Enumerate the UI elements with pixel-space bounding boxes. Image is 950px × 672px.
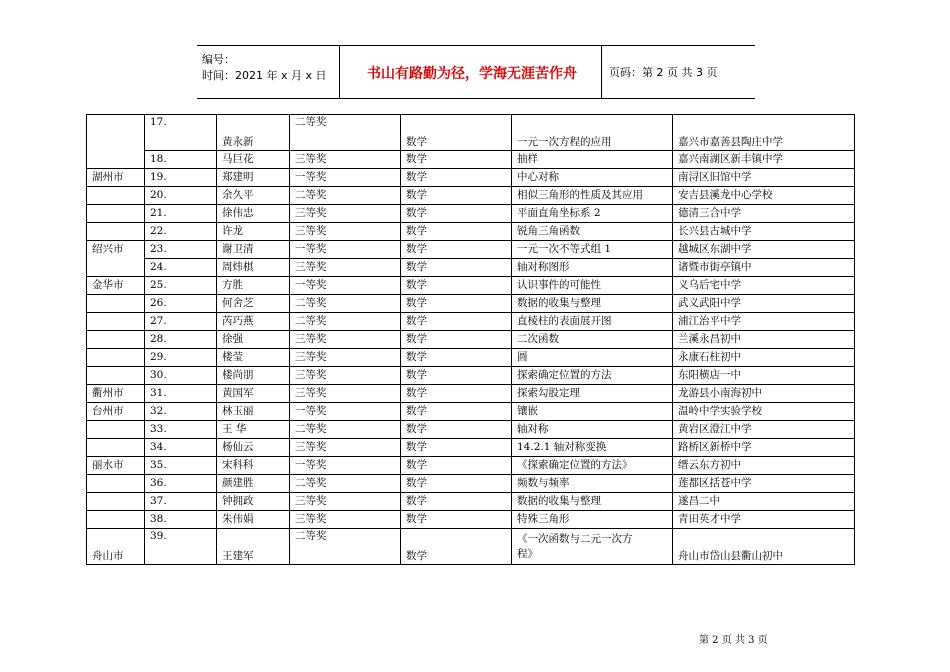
school-cell: 缙云东方初中 (673, 457, 855, 475)
school-cell: 武义武阳中学 (673, 295, 855, 313)
award-cell: 二等奖 (290, 295, 401, 313)
award-cell: 三等奖 (290, 349, 401, 367)
index-cell: 27. (145, 313, 217, 331)
city-cell (87, 331, 145, 349)
index-cell: 33. (145, 421, 217, 439)
award-cell: 三等奖 (290, 385, 401, 403)
topic-cell: 轴对称 (512, 421, 673, 439)
topic-cell: 锐角三角函数 (512, 223, 673, 241)
subject-cell: 数学 (401, 385, 512, 403)
name-cell: 宋科科 (217, 457, 290, 475)
subject-cell: 数学 (401, 151, 512, 169)
school-cell: 德清三合中学 (673, 205, 855, 223)
subject-cell: 数学 (401, 241, 512, 259)
school-cell: 黄岩区澄江中学 (673, 421, 855, 439)
city-cell: 衢州市 (87, 385, 145, 403)
topic-cell: 数据的收集与整理 (512, 295, 673, 313)
school-cell: 兰溪永昌初中 (673, 331, 855, 349)
school-cell: 永康石柱初中 (673, 349, 855, 367)
name-cell: 朱伟娟 (217, 511, 290, 529)
subject-cell: 数学 (401, 313, 512, 331)
school-cell: 浦江治平中学 (673, 313, 855, 331)
document-number-label: 编号： (202, 53, 235, 66)
table-row (87, 277, 855, 295)
table-row (87, 259, 855, 277)
school-cell: 安吉县溪龙中心学校 (673, 187, 855, 205)
index-cell: 24. (145, 259, 217, 277)
topic-cell: 一元一次方程的应用 (512, 115, 673, 151)
award-cell: 二等奖 (290, 187, 401, 205)
subject-cell: 数学 (401, 403, 512, 421)
index-cell: 29. (145, 349, 217, 367)
table-row (87, 475, 855, 493)
index-cell: 22. (145, 223, 217, 241)
header-divider (339, 46, 340, 98)
header-meta (202, 52, 327, 84)
index-cell: 34. (145, 439, 217, 457)
award-cell: 三等奖 (290, 331, 401, 349)
table-row (87, 349, 855, 367)
city-cell (87, 313, 145, 331)
subject-cell: 数学 (401, 529, 512, 565)
award-cell: 一等奖 (290, 277, 401, 295)
name-cell: 徐强 (217, 331, 290, 349)
index-cell: 38. (145, 511, 217, 529)
table-row (87, 187, 855, 205)
name-cell: 郑建明 (217, 169, 290, 187)
awards-table (86, 114, 855, 565)
subject-cell: 数学 (401, 115, 512, 151)
school-cell: 路桥区新桥中学 (673, 439, 855, 457)
subject-cell: 数学 (401, 367, 512, 385)
table-row (87, 367, 855, 385)
table-row (87, 493, 855, 511)
topic-cell: 相似三角形的性质及其应用 (512, 187, 673, 205)
header-divider (601, 46, 602, 98)
table-row (87, 421, 855, 439)
index-cell: 17. (145, 115, 217, 151)
topic-cell: 14.2.1 轴对称变换 (512, 439, 673, 457)
award-cell: 二等奖 (290, 421, 401, 439)
topic-cell: 认识事件的可能性 (512, 277, 673, 295)
award-cell: 一等奖 (290, 457, 401, 475)
index-cell: 19. (145, 169, 217, 187)
name-cell: 许龙 (217, 223, 290, 241)
table-row (87, 223, 855, 241)
award-cell: 三等奖 (290, 223, 401, 241)
subject-cell: 数学 (401, 187, 512, 205)
topic-cell: 探索勾股定理 (512, 385, 673, 403)
table-row (87, 439, 855, 457)
topic-cell (512, 529, 673, 565)
subject-cell: 数学 (401, 295, 512, 313)
name-cell: 王建军 (217, 529, 290, 565)
subject-cell: 数学 (401, 511, 512, 529)
city-cell (87, 349, 145, 367)
name-cell: 杨仙云 (217, 439, 290, 457)
name-cell: 谢卫清 (217, 241, 290, 259)
index-cell: 25. (145, 277, 217, 295)
subject-cell: 数学 (401, 223, 512, 241)
topic-cell: 二次函数 (512, 331, 673, 349)
topic-cell: 中心对称 (512, 169, 673, 187)
table-row (87, 205, 855, 223)
award-cell: 一等奖 (290, 241, 401, 259)
header-page-number: 页码：第 2 页 共 3 页 (609, 66, 718, 79)
index-cell: 21. (145, 205, 217, 223)
index-cell: 35. (145, 457, 217, 475)
city-cell: 金华市 (87, 277, 145, 295)
award-cell: 二等奖 (290, 313, 401, 331)
award-cell: 一等奖 (290, 169, 401, 187)
city-cell: 丽水市 (87, 457, 145, 475)
topic-cell: 数据的收集与整理 (512, 493, 673, 511)
name-cell: 周炜棋 (217, 259, 290, 277)
city-cell (87, 475, 145, 493)
city-cell (87, 205, 145, 223)
award-cell: 三等奖 (290, 367, 401, 385)
name-cell: 余久平 (217, 187, 290, 205)
subject-cell: 数学 (401, 457, 512, 475)
topic-cell: 频数与频率 (512, 475, 673, 493)
award-cell: 三等奖 (290, 259, 401, 277)
index-cell: 20. (145, 187, 217, 205)
topic-cell: 探索确定位置的方法 (512, 367, 673, 385)
city-cell (87, 187, 145, 205)
table-row (87, 151, 855, 169)
table-row (87, 169, 855, 187)
school-cell: 遂昌二中 (673, 493, 855, 511)
name-cell: 颜建胜 (217, 475, 290, 493)
subject-cell: 数学 (401, 277, 512, 295)
city-cell: 台州市 (87, 403, 145, 421)
table-row (87, 115, 855, 151)
topic-cell: 平面直角坐标系 2 (512, 205, 673, 223)
city-cell (87, 115, 145, 151)
school-cell: 东阳横店一中 (673, 367, 855, 385)
city-cell (87, 439, 145, 457)
index-cell: 28. (145, 331, 217, 349)
award-cell: 三等奖 (290, 511, 401, 529)
city-cell: 舟山市 (87, 529, 145, 565)
subject-cell: 数学 (401, 493, 512, 511)
school-cell: 长兴县古城中学 (673, 223, 855, 241)
subject-cell: 数学 (401, 259, 512, 277)
subject-cell: 数学 (401, 331, 512, 349)
city-cell: 绍兴市 (87, 241, 145, 259)
topic-line: 程》 (517, 547, 538, 560)
topic-cell: 镶嵌 (512, 403, 673, 421)
table-row (87, 511, 855, 529)
topic-cell: 特殊三角形 (512, 511, 673, 529)
table-row (87, 241, 855, 259)
city-cell (87, 493, 145, 511)
topic-cell: 圆 (512, 349, 673, 367)
topic-cell: 《探索确定位置的方法》 (512, 457, 673, 475)
city-cell (87, 151, 145, 169)
page-footer: 第 2 页 共 3 页 (699, 635, 768, 646)
award-cell: 二等奖 (290, 115, 401, 151)
school-cell: 诸暨市街亭镇中 (673, 259, 855, 277)
subject-cell: 数学 (401, 439, 512, 457)
page-header (197, 45, 755, 99)
subject-cell: 数学 (401, 169, 512, 187)
school-cell: 舟山市岱山县衢山初中 (673, 529, 855, 565)
school-cell: 越城区东湖中学 (673, 241, 855, 259)
table-row (87, 385, 855, 403)
topic-cell: 抽样 (512, 151, 673, 169)
award-cell: 三等奖 (290, 151, 401, 169)
topic-cell: 轴对称图形 (512, 259, 673, 277)
index-cell: 31. (145, 385, 217, 403)
city-cell (87, 295, 145, 313)
school-cell: 青田英才中学 (673, 511, 855, 529)
name-cell: 芮巧燕 (217, 313, 290, 331)
city-cell (87, 367, 145, 385)
award-cell: 三等奖 (290, 493, 401, 511)
city-cell (87, 511, 145, 529)
school-cell: 莲都区括苍中学 (673, 475, 855, 493)
subject-cell: 数学 (401, 205, 512, 223)
subject-cell: 数学 (401, 421, 512, 439)
table-row (87, 529, 855, 565)
index-cell: 39. (145, 529, 217, 565)
topic-cell: 一元一次不等式组 1 (512, 241, 673, 259)
table-row (87, 313, 855, 331)
name-cell: 楼尚朋 (217, 367, 290, 385)
city-cell: 湖州市 (87, 169, 145, 187)
school-cell: 龙游县小南海初中 (673, 385, 855, 403)
name-cell: 马巨花 (217, 151, 290, 169)
name-cell: 方胜 (217, 277, 290, 295)
school-cell: 义乌后宅中学 (673, 277, 855, 295)
topic-cell: 直棱柱的表面展开图 (512, 313, 673, 331)
school-cell: 南浔区旧馆中学 (673, 169, 855, 187)
index-cell: 36. (145, 475, 217, 493)
name-cell: 黄永新 (217, 115, 290, 151)
index-cell: 26. (145, 295, 217, 313)
award-cell: 二等奖 (290, 529, 401, 565)
name-cell: 何舍芝 (217, 295, 290, 313)
index-cell: 23. (145, 241, 217, 259)
name-cell: 王 华 (217, 421, 290, 439)
city-cell (87, 421, 145, 439)
subject-cell: 数学 (401, 349, 512, 367)
award-cell: 三等奖 (290, 205, 401, 223)
school-cell: 嘉兴南湖区新丰镇中学 (673, 151, 855, 169)
table-row (87, 403, 855, 421)
name-cell: 黄国军 (217, 385, 290, 403)
city-cell (87, 259, 145, 277)
name-cell: 徐伟忠 (217, 205, 290, 223)
header-motto: 书山有路勤为径，学海无涯苦作舟 (367, 66, 577, 82)
name-cell: 楼莹 (217, 349, 290, 367)
table-row (87, 295, 855, 313)
index-cell: 32. (145, 403, 217, 421)
document-date: 时间：2021 年 x 月 x 日 (202, 69, 327, 82)
index-cell: 37. (145, 493, 217, 511)
award-cell: 三等奖 (290, 439, 401, 457)
name-cell: 林玉丽 (217, 403, 290, 421)
city-cell (87, 223, 145, 241)
award-cell: 一等奖 (290, 403, 401, 421)
index-cell: 30. (145, 367, 217, 385)
name-cell: 钟拥政 (217, 493, 290, 511)
school-cell: 嘉兴市嘉善县陶庄中学 (673, 115, 855, 151)
table-row (87, 457, 855, 475)
table-row (87, 331, 855, 349)
award-cell: 二等奖 (290, 475, 401, 493)
school-cell: 温岭中学实验学校 (673, 403, 855, 421)
topic-line: 《一次函数与二元一次方 (517, 532, 633, 545)
subject-cell: 数学 (401, 475, 512, 493)
index-cell: 18. (145, 151, 217, 169)
